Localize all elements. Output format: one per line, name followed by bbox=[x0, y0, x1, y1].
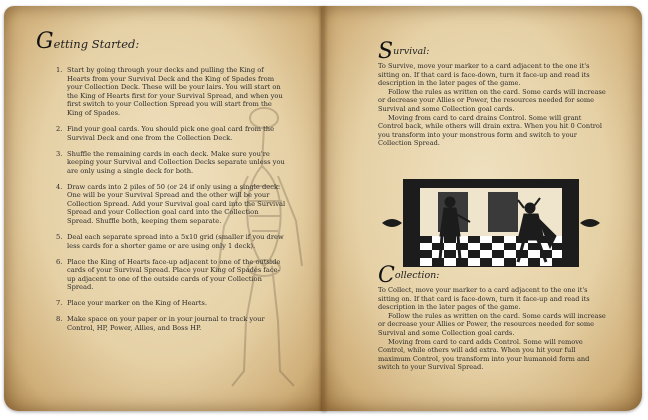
survival-section bbox=[378, 39, 608, 148]
survival-para-1: To Survive, move your marker to a card adjacent to the one it's sitting on. If that card is face-down, turn it face-up and read its description in the later pages of the game. bbox=[378, 62, 590, 88]
book-gutter bbox=[318, 6, 328, 411]
collection-para-2: Follow the rules as written on the card. Some cards will increase or decrease your Allies or Power, the resources needed for some Survival and some Collection goal cards. bbox=[378, 311, 606, 337]
collection-section bbox=[378, 263, 608, 372]
list-item: 6. Place the King of Hearts face-up adjacent to one of the outside cards of your Survival Spread. Place your King of Spades face-up adjacent to one of the outside cards of your Collection Spread. bbox=[56, 257, 281, 292]
list-item: 5. Deal each separate spread into a 5x10 grid (smaller if you drew less cards for a shorter game or are using only 1 deck). bbox=[56, 233, 284, 250]
collection-para-1: To Collect, move your marker to a card adjacent to the one it's sitting on. If that card is face-down, turn it face-up and read its description in the later pages of the game. bbox=[378, 286, 590, 312]
list-item: 3. Shuffle the remaining cards in each deck. Make sure you're keeping your Survival and Collection Decks separate unless you are only using a single deck for both. bbox=[56, 149, 285, 175]
collection-title: ollection: bbox=[394, 270, 440, 281]
survival-heading bbox=[378, 39, 608, 64]
woodcut-illustration-icon bbox=[378, 178, 604, 268]
list-item: 1. Start by going through your decks and pulling the King of Hearts from your Survival Deck and the King of Spades from your Collection Deck. These will be your lairs. You will start on the King of Hearts first for your Survival Spread, and when you first switch to your Collection Spread you will start from the King of Spades. bbox=[56, 66, 283, 117]
list-item: 8. Make space on your paper or in your journal to track your Control, HP, Power, Allies, and Boss HP. bbox=[56, 315, 265, 332]
collection-dropcap: C bbox=[378, 263, 395, 288]
setup-steps-list bbox=[56, 66, 286, 340]
list-item: 4. Draw cards into 2 piles of 50 (or 24 if only using a single deck. One will be your Survival Spread and the other will be your Collection Spread. Add your Survival goal card into the Survival Spread and your Collection goal card into the Collection Spread. Shuffle both, keeping them separate. bbox=[56, 182, 286, 226]
heading-dropcap: G bbox=[36, 29, 54, 54]
survival-title: urvival: bbox=[393, 46, 430, 57]
collection-heading bbox=[378, 263, 608, 288]
list-item: 7. Place your marker on the King of Hearts. bbox=[56, 299, 207, 308]
getting-started-heading bbox=[36, 29, 140, 54]
heading-text: etting Started: bbox=[53, 37, 140, 51]
collection-para-3: Moving from card to card adds Control. Some will remove Control, while others will add extra. When you hit your full maximum Control, you transform into your humanoid form and switch to your Survival Spread. bbox=[378, 337, 590, 372]
survival-para-3: Moving from card to card drains Control. Some will grant Control back, while others will drain extra. When you hit 0 Control you transform into your monstrous form and switch to your Collection Spread. bbox=[378, 113, 602, 148]
survival-para-2: Follow the rules as written on the card. Some cards will increase or decrease your Allies or Power, the resources needed for some Survival and some Collection goal cards. bbox=[378, 87, 606, 113]
survival-dropcap: S bbox=[378, 39, 394, 64]
list-item: 2. Find your goal cards. You should pick one goal card from the Survival Deck and one from the Collection Deck. bbox=[56, 124, 275, 142]
